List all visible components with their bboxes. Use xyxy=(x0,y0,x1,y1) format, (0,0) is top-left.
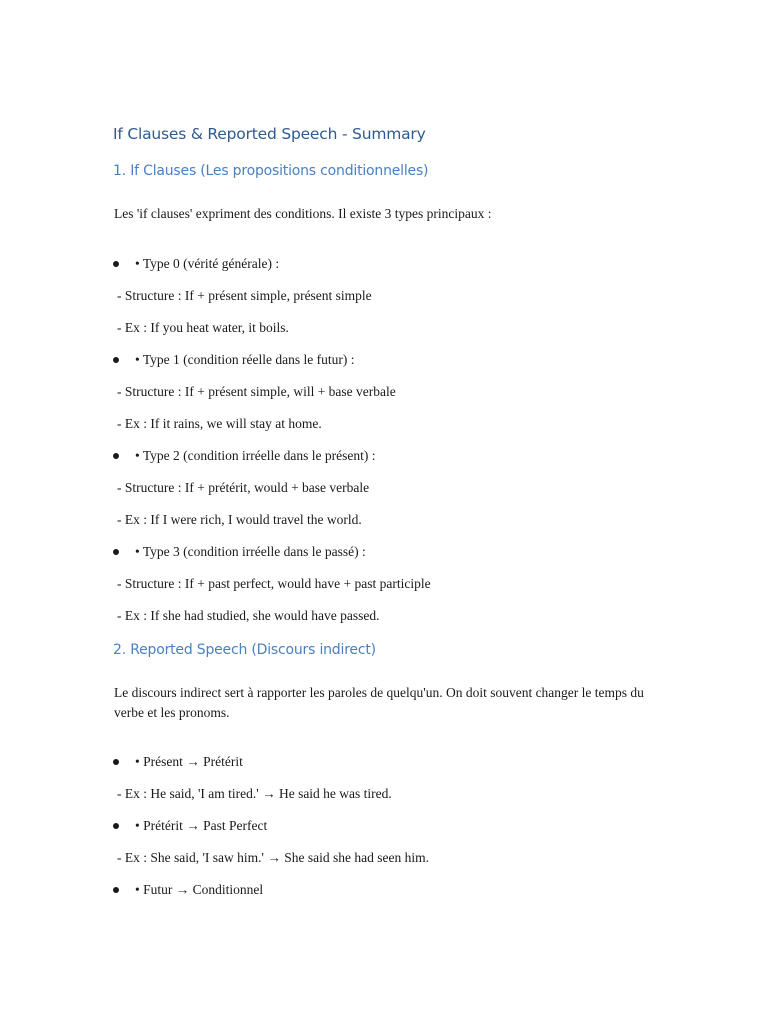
list-item-label: • Présent → Prétérit xyxy=(135,754,243,769)
example-line: - Ex : If she had studied, she would have passed. xyxy=(117,608,380,623)
section-intro-if-clauses: Les 'if clauses' expriment des conditions. Il existe 3 types principaux : xyxy=(114,206,492,221)
bullet-icon xyxy=(113,549,119,555)
bullet-icon xyxy=(113,759,119,765)
structure-line: - Structure : If + présent simple, will + base verbale xyxy=(117,384,396,399)
example-line: - Ex : If you heat water, it boils. xyxy=(117,320,289,335)
list-item-label: • Type 3 (condition irréelle dans le passé) : xyxy=(135,544,366,559)
example-line: - Ex : If I were rich, I would travel the world. xyxy=(117,512,362,527)
example-line: - Ex : If it rains, we will stay at home. xyxy=(117,416,322,431)
structure-line: - Structure : If + présent simple, présent simple xyxy=(117,288,372,303)
section-heading-reported-speech: 2. Reported Speech (Discours indirect) xyxy=(113,642,376,658)
bullet-icon xyxy=(113,357,119,363)
section-heading-if-clauses: 1. If Clauses (Les propositions conditionnelles) xyxy=(113,163,429,179)
structure-line: - Structure : If + prétérit, would + base verbale xyxy=(117,480,370,495)
list-item-label: • Type 2 (condition irréelle dans le présent) : xyxy=(135,448,376,463)
structure-line: - Structure : If + past perfect, would have + past participle xyxy=(117,576,431,591)
bullet-icon xyxy=(113,823,119,829)
bullet-icon xyxy=(113,261,119,267)
list-item-label: • Prétérit → Past Perfect xyxy=(135,818,268,833)
section-intro-reported-speech: Le discours indirect sert à rapporter les paroles de quelqu'un. On doit souvent changer le temps du verbe et les pronoms. xyxy=(114,685,644,720)
example-line: - Ex : He said, 'I am tired.' → He said he was tired. xyxy=(117,786,392,801)
example-line: - Ex : She said, 'I saw him.' → She said she had seen him. xyxy=(117,850,429,865)
list-item-label: • Futur → Conditionnel xyxy=(135,882,264,897)
bullet-icon xyxy=(113,453,119,459)
list-item-label: • Type 0 (vérité générale) : xyxy=(135,256,280,271)
document-title: If Clauses & Reported Speech - Summary xyxy=(113,125,426,143)
bullet-icon xyxy=(113,887,119,893)
list-item-label: • Type 1 (condition réelle dans le futur) : xyxy=(135,352,355,367)
